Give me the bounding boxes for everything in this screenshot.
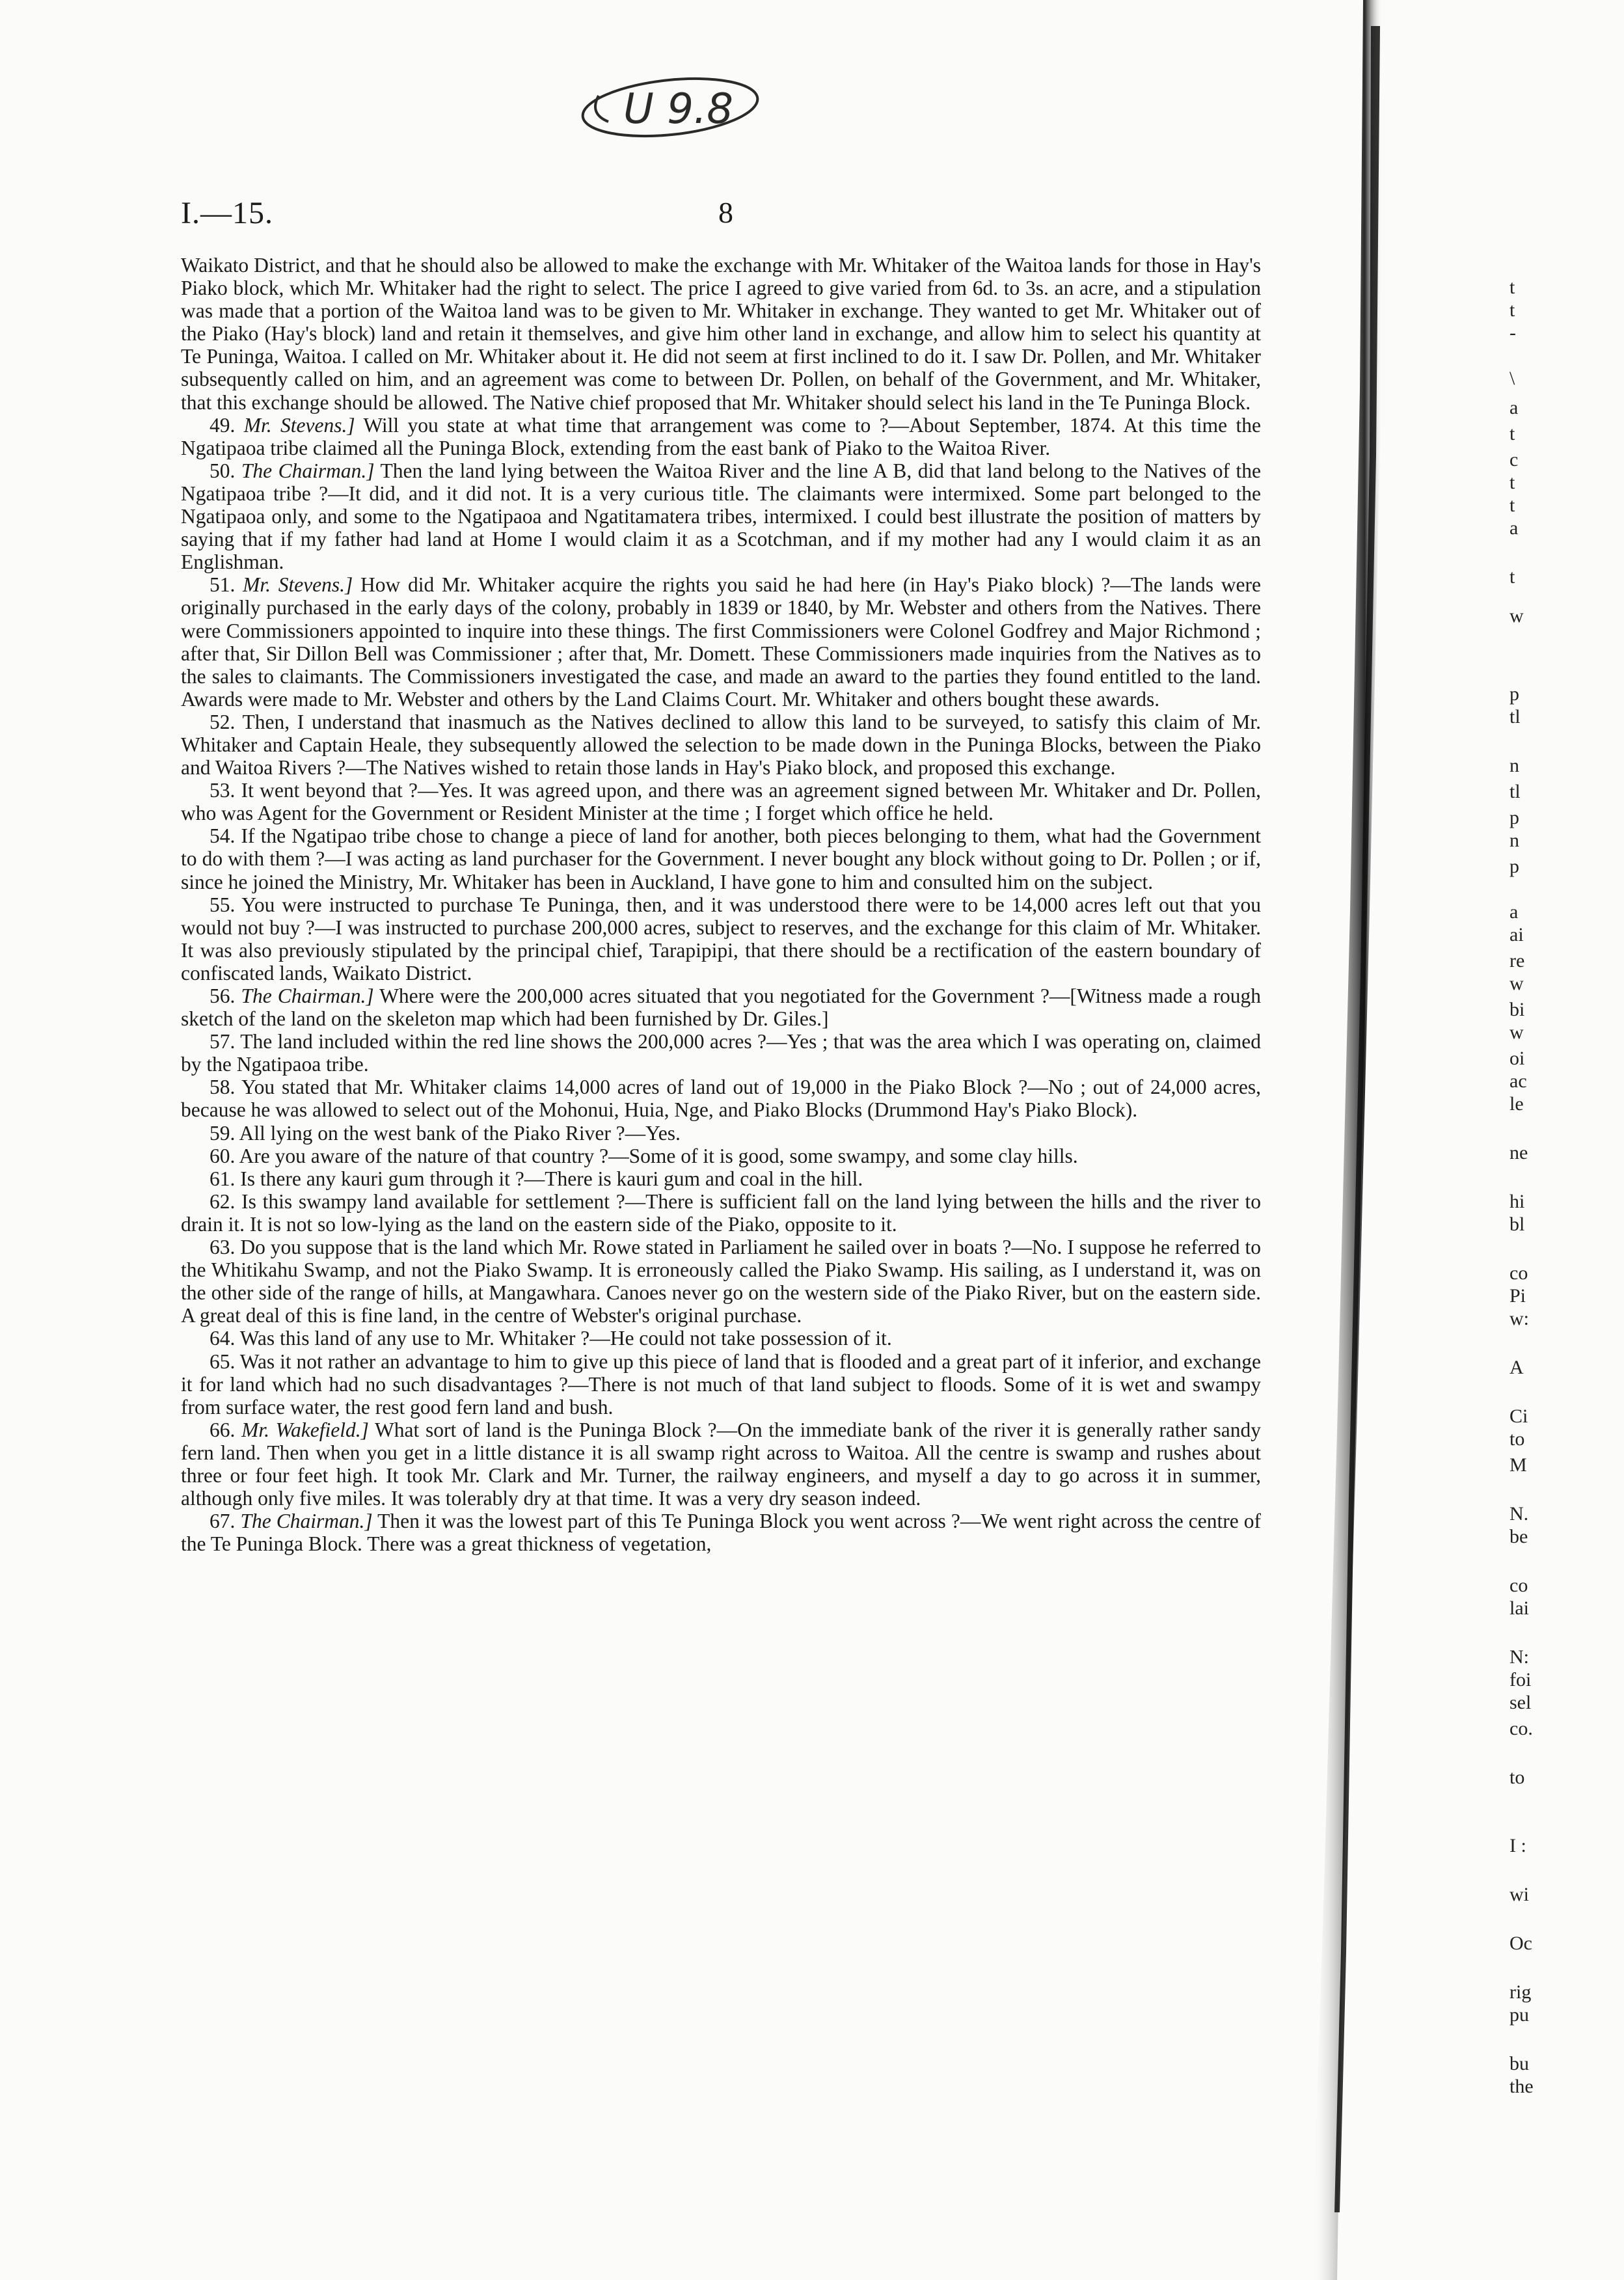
facing-page-fragment: t [1509,566,1515,588]
facing-page-fragment: tl [1509,706,1521,727]
paragraph [181,1122,1261,1145]
document-reference: I.—15. [181,196,273,230]
question-number: 58. [210,1076,236,1099]
facing-page-fragment: t [1509,299,1515,321]
facing-page-fragment: co [1509,1262,1528,1284]
facing-page-fragment: t [1509,472,1515,493]
facing-page-fragment: oi [1509,1048,1525,1069]
question-number: 56. [210,984,236,1007]
facing-page-fragments [1496,0,1624,2280]
facing-page-fragment: hi [1509,1191,1525,1212]
question-number: 50. [210,459,236,482]
question-number: 64. [210,1327,236,1350]
paragraph-text: You stated that Mr. Whitaker claims 14,000 acres of land out of 19,000 in the Piako Block ?—No ; out of 24,000 acres, because he was allowed to select out of the Mohonui, Huia, Nge, and Piako Blocks (Drummond Hay's Piako Block). [181,1076,1261,1122]
facing-page-fragment: a [1509,397,1519,418]
paragraph [181,984,1261,1030]
facing-page-fragment: wi [1509,1884,1529,1905]
question-number: 59. [210,1121,236,1145]
facing-page-fragment: p [1509,683,1519,705]
facing-page-fragment: w [1509,1022,1524,1043]
page-number: 8 [718,196,733,229]
paragraph [181,1167,1261,1190]
question-number: 67. [210,1510,236,1533]
paragraph-text: Was it not rather an advantage to him to give up this piece of land that is flooded and a great part of it inferior, and exchange it for land which had no such disadvantages ?—There is not much of that land subject to floods. Some of it is wet and swampy from surface water, the rest good fern land and bush. [181,1350,1261,1418]
speaker-label: Mr. Stevens.] [243,413,355,437]
question-number: 65. [210,1350,236,1373]
paragraph [181,459,1261,573]
speaker-label: The Chairman.] [241,459,375,482]
facing-page-fragment: a [1509,517,1519,539]
question-number: 62. [210,1189,236,1213]
facing-page-fragment: Oc [1509,1933,1532,1954]
paragraph [181,1327,1261,1350]
question-number: 66. [210,1418,236,1441]
paragraph-text: The land included within the red line shows the 200,000 acres ?—Yes ; that was the area which I was operating on, claimed by the Ngatipaoa tribe. [181,1030,1261,1076]
handwritten-annotation [573,55,768,153]
paragraph [181,414,1261,459]
facing-page-fragment: p [1509,807,1519,828]
facing-page-fragment: sel [1509,1692,1532,1713]
paragraph-text: If the Ngatipao tribe chose to change a piece of land for another, both pieces belonging to them, what had the Government to do with them ?—I was acting as land purchaser for the Government. I never bought any block without going to Dr. Pollen ; or if, since he joined the Ministry, Mr. Whitaker has been in Auckland, I have gone to him and consulted him on the subject. [181,824,1262,893]
question-number: 51. [210,573,236,597]
body-text [181,254,1261,1555]
speaker-label: The Chairman.] [240,1510,373,1533]
paragraph [181,1236,1261,1327]
paragraph-text: Was this land of any use to Mr. Whitaker ?—He could not take possession of it. [239,1327,892,1350]
question-number: 55. [210,893,236,916]
facing-page-fragment: to [1509,1428,1525,1450]
facing-page-fragment: n [1509,830,1519,851]
paragraph-text: Is this swampy land available for settlement ?—There is sufficient fall on the land lying between the hills and the river to drain it. It is not so low-lying as the land on the eastern side of the Piako, opposite to it. [181,1189,1261,1236]
paragraph-text: It went beyond that ?—Yes. It was agreed upon, and there was an agreement signed between Mr. Whitaker and Dr. Pollen, who was Agent for the Government or Resident Minister at the time ; I forget which office he held. [181,779,1262,825]
paragraph-text: Where were the 200,000 acres situated that you negotiated for the Government ?—[Witness made a rough sketch of the land on the skeleton map which had been furnished by Dr. Giles.] [181,984,1262,1031]
paragraph [181,573,1261,711]
paragraph-text: What sort of land is the Puninga Block ?—On the immediate bank of the river it is generally rather sandy fern land. Then when you get in a little distance it is all swamp right across to Waitoa. All the centre is swamp and rushes about three or four feet high. It took Mr. Clark and Mr. Turner, the railway engineers, and myself a day to go across it in summer, although only five miles. It was tolerably dry at that time. It was a very dry season indeed. [181,1418,1262,1510]
paragraph-text: Then, I understand that inasmuch as the Natives declined to allow this land to be surveyed, to satisfy this claim of Mr. Whitaker and Captain Heale, they subsequently allowed the selection to be made down in the Puninga Blocks, between the Piako and Waitoa Rivers ?—The Natives wished to retain those lands in Hay's Piako block, and proposed this exchange. [181,710,1261,780]
facing-page-fragment: be [1509,1526,1528,1547]
facing-page-fragment: re [1509,950,1525,971]
facing-page-fragment: \ [1509,368,1515,389]
facing-page-fragment: t [1509,495,1515,516]
facing-page-fragment: rig [1509,1981,1532,2003]
speaker-label: Mr. Wakefield.] [241,1418,369,1441]
paragraph-text: How did Mr. Whitaker acquire the rights you said he had here (in Hay's Piako block) ?—The lands were originally purchased in the early days of the colony, probably in 1839 or 1840, by Mr. Webster and others from the Natives. There were Commissioners appointed to inquire into these things. The first Commissioners were Colonel Godfrey and Major Richmond ; after that, Sir Dillon Bell was Commissioner ; after that, Mr. Domett. These Commissioners made inquiries from the Natives as to the sales to claimants. The Commissioners investigated the case, and made an award to the parties they found entitled to the land. Awards were made to Mr. Webster and others by the Land Claims Court. Mr. Whitaker and others bought these awards. [181,573,1261,711]
facing-page-fragment: co. [1509,1718,1533,1739]
facing-page-fragment: - [1509,322,1516,344]
facing-page-fragment: N. [1509,1503,1529,1525]
paragraph [181,779,1261,824]
facing-page-fragment: I : [1509,1835,1526,1856]
paragraph [181,1350,1261,1418]
facing-page-fragment: bu [1509,2053,1529,2074]
speaker-label: The Chairman.] [241,984,374,1007]
question-number: 49. [210,413,236,437]
paragraph-text: You were instructed to purchase Te Puninga, then, and it was understood there were to be 14,000 acres left out that you would not buy ?—I was instructed to purchase 200,000 acres, subject to reserves, and the exchange for this claim of Mr. Whitaker. It was also previously stipulated by the principal chief, Tarapipipi, that there should be a rectification of the eastern boundary of confiscated lands, Waikato District. [181,893,1261,984]
facing-page-fragment: M [1509,1454,1527,1476]
facing-page-fragment: t [1509,423,1515,444]
facing-page-fragment: w [1509,605,1524,627]
facing-page-fragment: Ci [1509,1405,1528,1427]
scan-spine-shadow [1298,0,1383,2280]
facing-page-fragment: w [1509,973,1524,994]
facing-page-fragment: the [1509,2076,1534,2097]
speaker-label: Mr. Stevens.] [243,573,353,597]
facing-page-fragment: ai [1509,924,1524,945]
facing-page-fragment: ne [1509,1142,1528,1163]
paragraph-text: Do you suppose that is the land which Mr. Rowe stated in Parliament he sailed over in boats ?—No. I suppose he referred to the Whitikahu Swamp, and not the Piako Swamp. It is erroneously called the Piako Swamp. His sailing, as I understand it, was on the other side of the range of hills, at Mangawhara. Canoes never go on the western side of the Piako River, but on the eastern side. A great deal of this is fine land, in the centre of Webster's original purchase. [181,1236,1262,1327]
facing-page-fragment: p [1509,856,1519,877]
facing-page-fragment: le [1509,1093,1524,1115]
question-number: 54. [210,824,236,848]
paragraph [181,824,1261,893]
paragraph [181,893,1261,984]
question-number: 52. [210,710,236,733]
paragraph [181,1145,1261,1167]
facing-page-fragment: lai [1509,1597,1529,1619]
paragraph [181,1030,1261,1076]
question-number: 61. [210,1167,236,1190]
facing-page-fragment: pu [1509,2004,1529,2026]
facing-page-fragment: c [1509,449,1519,470]
paragraph-text: Is there any kauri gum through it ?—There is kauri gum and coal in the hill. [240,1167,863,1190]
facing-page-fragment: w: [1509,1308,1529,1329]
facing-page-fragment: a [1509,901,1519,923]
paragraph [181,254,1261,414]
paragraph [181,1510,1261,1555]
facing-page-fragment: n [1509,755,1519,776]
paragraph-text: Then it was the lowest part of this Te Puninga Block you went across ?—We went right across the centre of the Te Puninga Block. There was a great thickness of vegetation, [181,1510,1261,1556]
paragraph-text: Will you state at what time that arrangement was come to ?—About September, 1874. At this time the Ngatipaoa tribe claimed all the Puninga Block, extending from the east bank of Piako to the Waitoa River. [181,413,1262,459]
paragraph-text: All lying on the west bank of the Piako River ?—Yes. [239,1121,681,1145]
facing-page-fragment: Pi [1509,1285,1526,1307]
facing-page-fragment: co [1509,1575,1528,1596]
facing-page-fragment: tl [1509,781,1521,802]
question-number: 53. [210,779,236,802]
facing-page-fragment: A [1509,1357,1524,1378]
paragraph-text: Then the land lying between the Waitoa River and the line A B, did that land belong to the Natives of the Ngatipaoa tribe ?—It did, and it did not. It is a very curious title. The claimants were intermixed. Some part belonged to the Ngatipaoa only, and some to the Ngatipaoa and Ngatitamatera tribes, intermixed. I could best illustrate the position of matters by saying that if my father had land at Home I would claim it as a Scotchman, and if my mother had any I would claim it as an Englishman. [181,459,1262,574]
question-number: 60. [210,1144,236,1167]
facing-page-fragment: foi [1509,1669,1532,1690]
paragraph [181,711,1261,779]
facing-page-fragment: N: [1509,1646,1529,1668]
paragraph [181,1076,1261,1121]
annotation-text: U 9.8 [623,85,733,133]
facing-page-fragment: to [1509,1767,1525,1788]
facing-page-fragment: bl [1509,1214,1525,1235]
paragraph [181,1190,1261,1236]
facing-page-fragment: bi [1509,999,1525,1020]
paragraph [181,1418,1261,1510]
facing-page-fragment: t [1509,277,1515,298]
question-number: 57. [210,1030,236,1053]
facing-page-fragment: ac [1509,1070,1527,1092]
question-number: 63. [210,1236,236,1259]
paragraph-text: Are you aware of the nature of that country ?—Some of it is good, some swampy, and some clay hills. [239,1144,1078,1167]
paragraph-text: Waikato District, and that he should also be allowed to make the exchange with Mr. Whitaker of the Waitoa lands for those in Hay's Piako block, which Mr. Whitaker had the right to select. The price I agreed to give varied from 6d. to 3s. an acre, and a stipulation was made that a portion of the Waitoa land was to be given to Mr. Whitaker in exchange. They wanted to get Mr. Whitaker out of the Piako (Hay's block) land and retain it themselves, and give him other land in exchange, and allow him to select his quantity at Te Puninga, Waitoa. I called on Mr. Whitaker about it. He did not seem at first inclined to do it. I saw Dr. Pollen, and Mr. Whitaker subsequently called on him, and an agreement was come to between Dr. Pollen, on behalf of the Government, and Mr. Whitaker, that this exchange should be allowed. The Native chief proposed that Mr. Whitaker should select his land in the Te Puninga Block. [181,254,1261,414]
